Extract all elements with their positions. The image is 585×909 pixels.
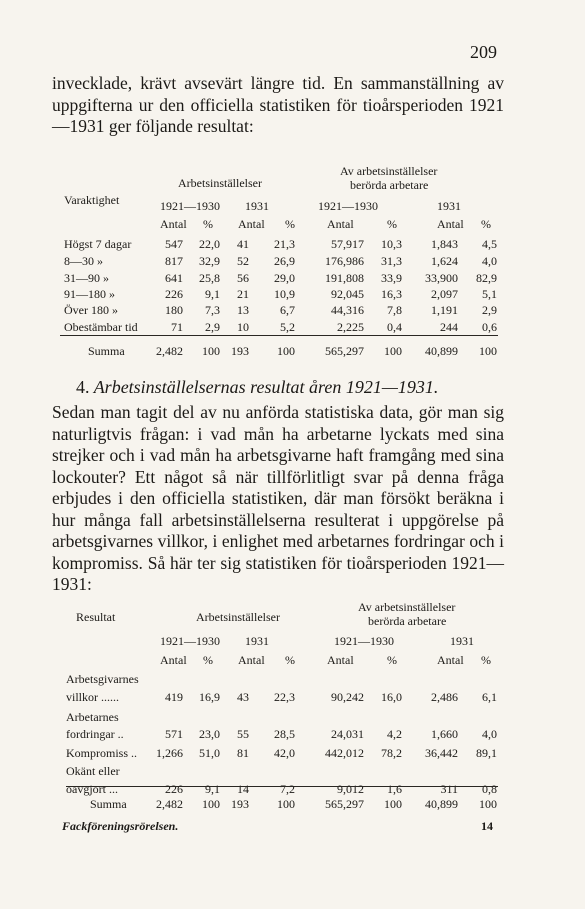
table-cell: 1,191	[431, 303, 458, 317]
table-cell: 100	[384, 344, 402, 358]
row-label: Över 180 »	[64, 303, 118, 317]
table-cell: 565,297	[325, 797, 364, 811]
table2-year: 1931	[245, 634, 269, 648]
table-cell: 13	[237, 303, 249, 317]
table-cell: 78,2	[381, 746, 402, 760]
table-cell: 56	[237, 271, 249, 285]
table-cell: 55	[237, 727, 249, 741]
table-cell: 100	[479, 344, 497, 358]
table-cell: 32,9	[199, 254, 220, 268]
table1-group-b-line1: Av arbetsinställelser	[340, 164, 438, 178]
table-cell: 565,297	[325, 344, 364, 358]
table-cell: 10,9	[274, 287, 295, 301]
table-cell: 71	[171, 320, 183, 334]
table-cell: 100	[277, 797, 295, 811]
table1-subheader: Antal	[327, 217, 354, 231]
table-cell: 193	[231, 344, 249, 358]
table-cell: 2,486	[431, 690, 458, 704]
table-cell: 10,3	[381, 237, 402, 251]
table-cell: 226	[165, 782, 183, 796]
table-cell: 40,899	[425, 797, 458, 811]
table-cell: 419	[165, 690, 183, 704]
table2-group-b-line2: berörda arbetare	[368, 614, 447, 628]
section-heading	[76, 377, 438, 398]
table-cell: 23,0	[199, 727, 220, 741]
signature-mark: 14	[481, 819, 493, 833]
table2-subheader: %	[285, 653, 295, 667]
page-number: 209	[470, 42, 497, 62]
table1-subheader: %	[285, 217, 295, 231]
table-cell: 44,316	[331, 303, 364, 317]
table-cell: 6,1	[482, 690, 497, 704]
table-cell: 2,9	[205, 320, 220, 334]
table-cell: 1,6	[387, 782, 402, 796]
table-cell: 4,2	[387, 727, 402, 741]
row-label: Summa	[88, 344, 125, 358]
table-cell: 193	[231, 797, 249, 811]
table2-subheader: %	[387, 653, 397, 667]
table1-group-a: Arbetsinställelser	[178, 176, 262, 190]
table-cell: 226	[165, 287, 183, 301]
table-cell: 22,3	[274, 690, 295, 704]
table-cell: 29,0	[274, 271, 295, 285]
row-label: 91—180 »	[64, 287, 115, 301]
table-cell: 41	[237, 237, 249, 251]
row-label: Arbetsgivarnes	[66, 672, 139, 686]
table1-year: 1931	[437, 199, 461, 213]
table-cell: 5,1	[482, 287, 497, 301]
running-footer-title: Fackföreningsrörelsen.	[62, 819, 179, 833]
table-cell: 81	[237, 746, 249, 760]
table-cell: 0,6	[482, 320, 497, 334]
table-cell: 42,0	[274, 746, 295, 760]
table-cell: 100	[202, 344, 220, 358]
table-cell: 14	[237, 782, 249, 796]
table1-year: 1921—1930	[318, 199, 378, 213]
row-label: Summa	[90, 797, 127, 811]
table-cell: 9,012	[337, 782, 364, 796]
table2-sum-rule	[66, 786, 498, 787]
table-cell: 176,986	[325, 254, 364, 268]
table2-subheader: Antal	[160, 653, 187, 667]
table-cell: 6,7	[280, 303, 295, 317]
table-cell: 16,3	[381, 287, 402, 301]
table-cell: 82,9	[476, 271, 497, 285]
table1-subheader: %	[203, 217, 213, 231]
table1-subheader: %	[481, 217, 491, 231]
table-cell: 180	[165, 303, 183, 317]
table1-sum-rule	[60, 335, 498, 336]
table2-subheader: %	[203, 653, 213, 667]
table2-group-b-line1: Av arbetsinställelser	[358, 600, 456, 614]
table2-year: 1931	[450, 634, 474, 648]
table2-group-a: Arbetsinställelser	[196, 610, 280, 624]
row-label: Högst 7 dagar	[64, 237, 132, 251]
table1-subheader: Antal	[437, 217, 464, 231]
table-cell: 191,808	[325, 271, 364, 285]
table-cell: 40,899	[425, 344, 458, 358]
table-cell: 10	[237, 320, 249, 334]
row-label: Arbetarnes	[66, 710, 119, 724]
row-label: oavgjort ...	[66, 782, 118, 796]
row-label: 8—30 »	[64, 254, 103, 268]
table-cell: 1,624	[431, 254, 458, 268]
table-cell: 100	[277, 344, 295, 358]
row-label: Kompromiss ..	[66, 746, 138, 760]
table-cell: 1,843	[431, 237, 458, 251]
table-cell: 16,0	[381, 690, 402, 704]
table2-subheader: Antal	[327, 653, 354, 667]
table1-subheader: Antal	[238, 217, 265, 231]
table-cell: 26,9	[274, 254, 295, 268]
table1-year: 1931	[245, 199, 269, 213]
table-cell: 28,5	[274, 727, 295, 741]
table-cell: 7,2	[280, 782, 295, 796]
table-cell: 21,3	[274, 237, 295, 251]
table2-subheader: %	[481, 653, 491, 667]
table-cell: 442,012	[325, 746, 364, 760]
table-cell: 51,0	[199, 746, 220, 760]
table2-year: 1921—1930	[160, 634, 220, 648]
table-cell: 21	[237, 287, 249, 301]
table2-year: 1921—1930	[334, 634, 394, 648]
table-cell: 9,1	[205, 782, 220, 796]
table-cell: 31,3	[381, 254, 402, 268]
table-cell: 547	[165, 237, 183, 251]
table2-subheader: Antal	[238, 653, 265, 667]
table-cell: 0,8	[482, 782, 497, 796]
table-cell: 92,045	[331, 287, 364, 301]
table1-subheader: %	[387, 217, 397, 231]
table-cell: 4,0	[482, 254, 497, 268]
intro-paragraph: invecklade, krävt avsevärt längre tid. En sammanställning av uppgifterna ur den officiella statistiken för tioårsperioden 1921—1931 ger följande resultat:	[52, 73, 504, 136]
table1-year: 1921—1930	[160, 199, 220, 213]
row-label: Okänt eller	[66, 764, 120, 778]
table-cell: 33,9	[381, 271, 402, 285]
row-label: fordringar ..	[66, 727, 124, 741]
table-cell: 641	[165, 271, 183, 285]
table-cell: 25,8	[199, 271, 220, 285]
section-number: 4.	[76, 377, 90, 397]
table1-subheader: Antal	[160, 217, 187, 231]
table-cell: 100	[479, 797, 497, 811]
row-label: 31—90 »	[64, 271, 109, 285]
table-cell: 4,0	[482, 727, 497, 741]
table-cell: 2,482	[156, 344, 183, 358]
table-cell: 817	[165, 254, 183, 268]
table-cell: 1,660	[431, 727, 458, 741]
table-cell: 1,266	[156, 746, 183, 760]
table-cell: 4,5	[482, 237, 497, 251]
table-cell: 9,1	[205, 287, 220, 301]
body-paragraph: Sedan man tagit del av nu anförda statistiska data, gör man sig naturligtvis frågan: i vad mån ha arbetarne lyckats med sina strejker och i vad mån ha arbetsgivarne haft framgång med sina lockouter? Ett något så när tillförlitligt svar på denna fråga erbjudes i den officiella statistiken, där man försökt beräkna i hur många fall arbetsinställelserna resulterat i uppgörelse på arbetsgivarnes villkor, i enlighet med arbetarnes fordringar och i kompromiss. Så här ter sig statistiken för tioårsperioden 1921—1931:	[52, 402, 504, 594]
table-cell: 2,9	[482, 303, 497, 317]
table-cell: 33,900	[425, 271, 458, 285]
row-label: villkor ......	[66, 690, 119, 704]
table1-stub-header: Varaktighet	[64, 193, 120, 207]
table-cell: 100	[384, 797, 402, 811]
table-cell: 7,8	[387, 303, 402, 317]
table-cell: 43	[237, 690, 249, 704]
table-cell: 36,442	[425, 746, 458, 760]
table-cell: 311	[440, 782, 458, 796]
table-cell: 100	[202, 797, 220, 811]
section-title: Arbetsinställelsernas resultat åren 1921—1931.	[93, 377, 439, 397]
table-cell: 5,2	[280, 320, 295, 334]
table-cell: 22,0	[199, 237, 220, 251]
table-cell: 52	[237, 254, 249, 268]
table2-stub-header: Resultat	[76, 610, 116, 624]
row-label: Obestämbar tid	[64, 320, 138, 334]
table-cell: 244	[440, 320, 458, 334]
table2-subheader: Antal	[437, 653, 464, 667]
table-cell: 16,9	[199, 690, 220, 704]
table-cell: 89,1	[476, 746, 497, 760]
table-cell: 571	[165, 727, 183, 741]
table-cell: 24,031	[331, 727, 364, 741]
table-cell: 2,482	[156, 797, 183, 811]
table-cell: 57,917	[331, 237, 364, 251]
table-cell: 7,3	[205, 303, 220, 317]
table-cell: 90,242	[331, 690, 364, 704]
table-cell: 2,225	[337, 320, 364, 334]
table1-group-b-line2: berörda arbetare	[350, 178, 429, 192]
table-cell: 2,097	[431, 287, 458, 301]
table-cell: 0,4	[387, 320, 402, 334]
